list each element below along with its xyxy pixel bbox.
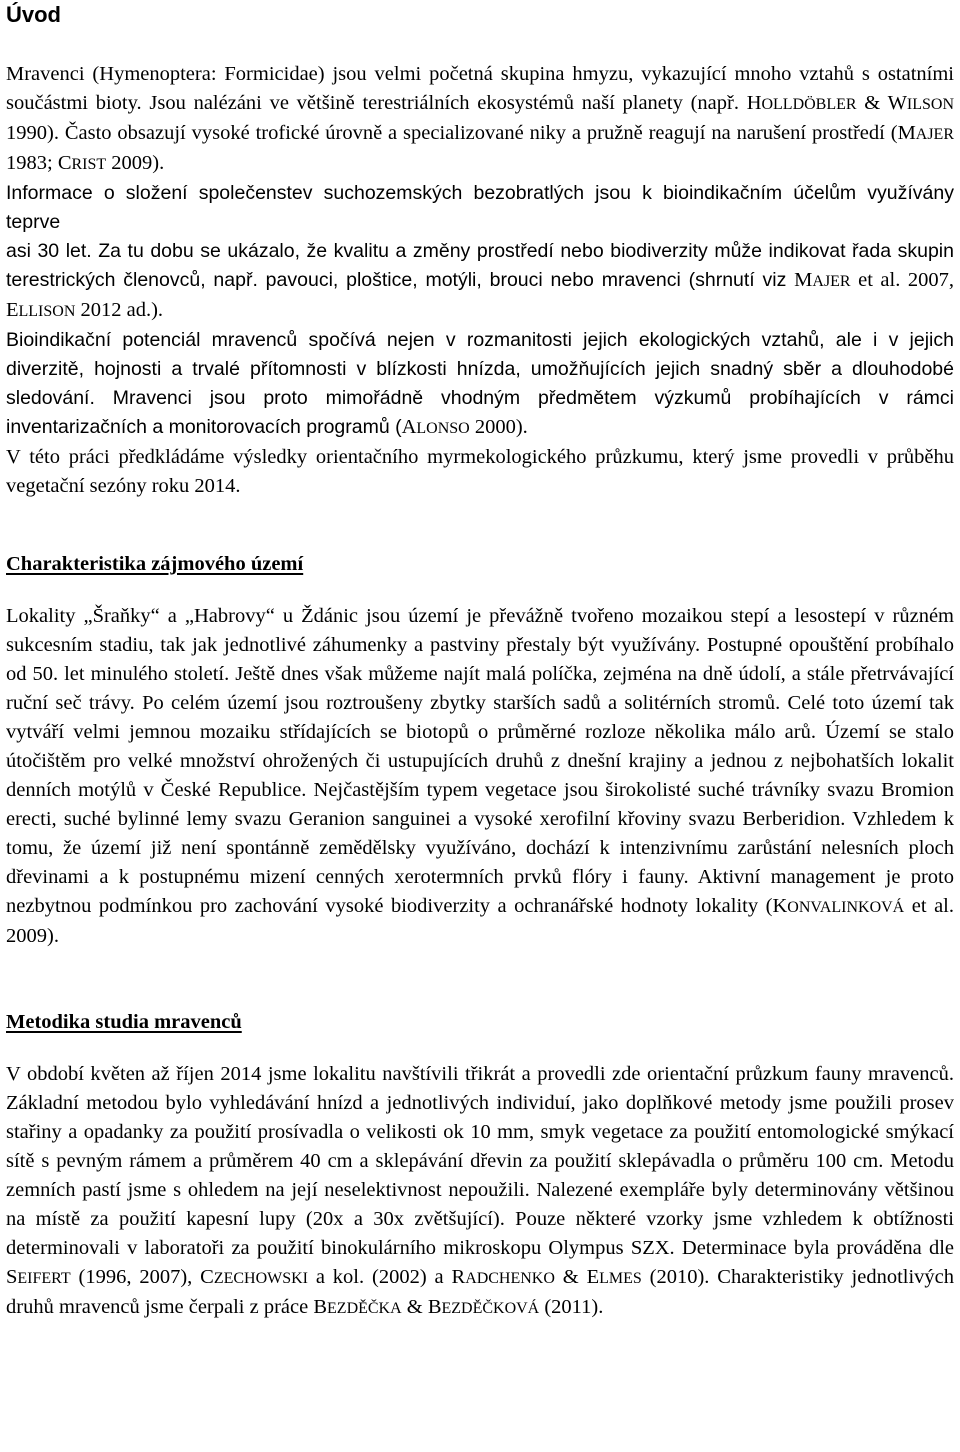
intro-paragraph-2b: asi 30 let. Za tu dobu se ukázalo, že kvalitu a změny prostředí nebo biodiverzity může indikovat řada skupin terestrických členovců, např. pavouci, ploštice, motýli, brouci nebo mravenci (shrnutí viz MAJER et al. 2007, ELLISON 2012 ad.). xyxy=(6,240,954,321)
territory-paragraph: Lokality „Šraňky“ a „Habrovy“ u Ždánic jsou území je převážně tvořeno mozaikou stepí a lesostepí v různém sukcesním stadiu, tak jak jednotlivé záhumenky a pastviny přestaly být využívány. Postupné opouštění probíhalo od 50. let minulého století. Ještě dnes však můžeme najít malá políčka, zejména na dně údolí, a stále přetrvávající ruční seč trávy. Po celém území jsou roztroušeny zbytky starších sadů a solitérních stromů. Celé toto území tak vytváří velmi jemnou mozaiku střídajících se biotopů o průměrné rozloze několika málo arů. Území se stalo útočištěm pro velké množství ohrožených či ustupujících druhů z dnešní krajiny a jednou z nejbohatších lokalit denních motýlů v České Republice. Nejčastějším typem vegetace jsou širokolisté suché trávníky svazu Bromion erecti, suché bylinné lemy svazu Geranion sanguinei a vysoké xerofilní křoviny svazu Berberidion. Vzhledem k tomu, že území již není spontánně zemědělsky využíváno, dochází k intenzivnímu zarůstání nelesních ploch dřevinami a k postupnému mizení cenných xerotermních prvků flóry i fauny. Aktivní management je proto nezbytnou podmínkou pro zachování vysoké biodiverzity a ochranářské hodnoty lokality (KONVALINKOVÁ et al. 2009). xyxy=(6,605,954,947)
methods-paragraph: V období květen až říjen 2014 jsme lokalitu navštívili třikrát a provedli zde orientační průzkum fauny mravenců. Základní metodou bylo vyhledávání hnízd a jednotlivých individuí, jako doplňkové metody jsme použili prosev stařiny a opadanky za použití prosívadla o velikosti ok 10 mm, smyk vegetace za použití entomologické smýkací sítě s pevným rámem a průměrem 40 cm a sklepávání dřevin za použití sklepávadla o průměru 100 cm. Metodu zemních pastí jsme s ohledem na její neselektivnost nepoužili. Nalezené exempláře byly determinovány většinou na místě za použití kapesní lupy (20x a 30x zvětšující). Pouze některé vzorky jsme vzhledem k obtížnosti determinovali v laboratoři za použití binokulárního mikroskopu Olympus SZX. Determinace byla prováděna dle SEIFERT (1996, 2007), CZECHOWSKI a kol. (2002) a RADCHENKO & ELMES (2010). Charakteristiky jednotlivých druhů mravenců jsme čerpali z práce BEZDĚČKA & BEZDĚČKOVÁ (2011). xyxy=(6,1063,955,1318)
intro-paragraph-4: V této práci předkládáme výsledky orientačního myrmekologického průzkumu, který jsme provedli v průběhu vegetační sezóny roku 2014. xyxy=(6,446,954,497)
intro-paragraph-2a: Informace o složení společenstev suchozemských bezobratlých jsou k bioindikačním účelům využívány teprve xyxy=(6,182,954,233)
section-heading-methods: Metodika studia mravenců xyxy=(6,1011,242,1033)
intro-paragraph-3: Bioindikační potenciál mravenců spočívá nejen v rozmanitosti jejich ekologických vztahů, ale i v jejich diverzitě, hojnosti a trvalé přítomnosti v blízkosti hnízda, umožňujících jejich snadný sběr a dlouhodobé sledování. Mravenci jsou proto mimořádně vhodným předmětem výzkumů probíhajících v rámci inventarizačních a monitorovacích programů (ALONSO 2000). xyxy=(6,329,954,438)
intro-paragraph-1: Mravenci (Hymenoptera: Formicidae) jsou velmi početná skupina hmyzu, vykazující mnoho vztahů s ostatními součástmi bioty. Jsou nalézáni ve většině terestriálních ekosystémů naší planety (např. HOLLDÖBLER & WILSON 1990). Často obsazují vysoké trofické úrovně a specializované niky a pružně reagují na narušení prostředí (MAJER 1983; CRIST 2009). xyxy=(6,63,954,174)
section-heading-territory: Charakteristika zájmového území xyxy=(6,553,304,575)
page-title: Úvod xyxy=(6,2,61,27)
